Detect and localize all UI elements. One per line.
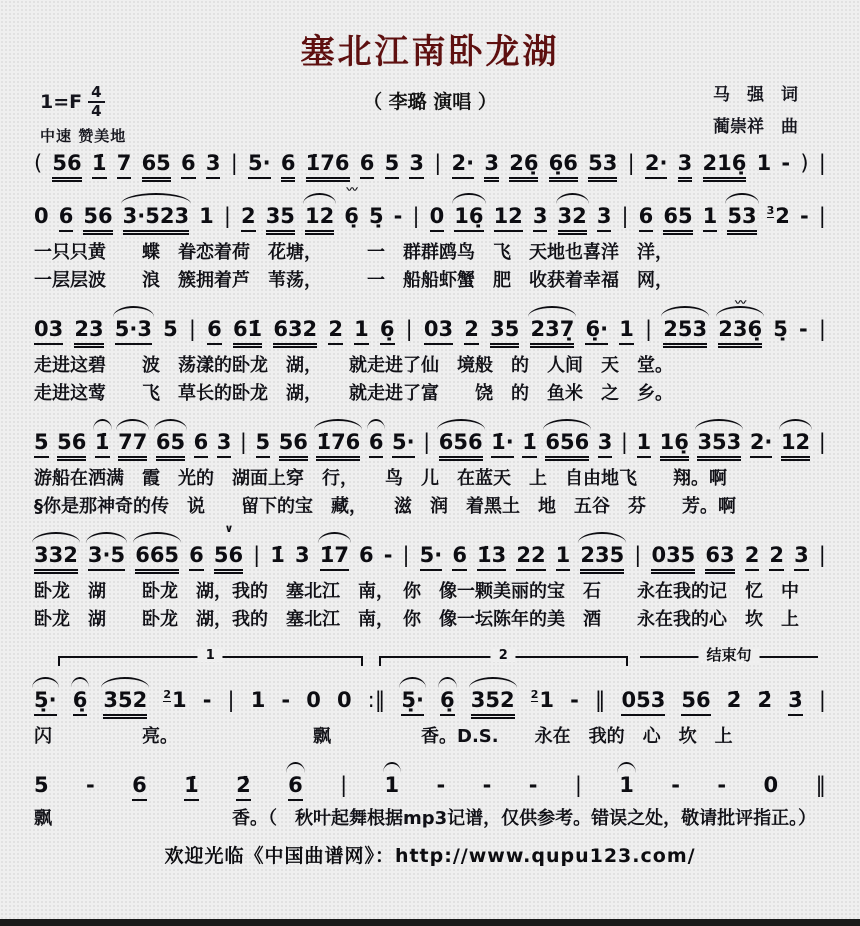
mordent-mark: 〰 [735, 296, 746, 310]
music-token: 1̇ [184, 773, 199, 801]
volta-bracket-1 [58, 647, 363, 666]
music-token: - [202, 687, 212, 712]
coda-bracket [640, 645, 818, 666]
music-token: - [482, 772, 492, 797]
music-token: 253 [663, 317, 707, 348]
lyrics-verse3-a: 游船在洒满 霞 光的 湖面上穿 行， 鸟 儿 在蓝天 上 自由地飞 翔。啊 [34, 468, 727, 490]
credits-block [713, 79, 798, 144]
music-token: 2· [750, 430, 773, 458]
music-token: 6̣ [380, 317, 395, 345]
barline: | [818, 204, 826, 229]
music-token: 5̣ [368, 204, 384, 229]
music-token: 1 [637, 430, 652, 458]
music-token: 3 [598, 430, 613, 458]
barline: | [627, 151, 635, 175]
music-line-verse2 [34, 295, 826, 348]
music-token: 1 [619, 773, 634, 799]
barline: | [818, 429, 826, 454]
singer-credit: （ 李璐 演唱 ） [363, 91, 497, 113]
lyrics-final-and-note: 飘 香。（ 秋叶起舞根据mp3记谱，仅供参考。错误之处，敬请批评指正。） [34, 808, 817, 829]
music-token: 1̇76 [316, 430, 360, 461]
music-token: 656 [439, 430, 483, 461]
music-token: 6 [181, 151, 196, 179]
barline: | [634, 542, 642, 567]
barline: | [412, 204, 420, 229]
music-token: 1 [385, 773, 400, 799]
music-token: 5̣· [34, 688, 57, 716]
music-token: 65 [663, 204, 692, 235]
barline: | [818, 317, 826, 342]
music-token: 3 [295, 542, 310, 567]
music-token: - [86, 772, 95, 797]
music-token: 237̣ [530, 317, 574, 348]
music-token: 56 ∨ [214, 543, 243, 574]
music-token: 1 [354, 317, 369, 345]
barline: | [434, 151, 442, 175]
music-line-intro [34, 137, 826, 182]
barline: | [402, 542, 410, 567]
music-token: 03 [424, 317, 453, 345]
site-footer: 欢迎光临《中国曲谱网》：http://www.qupu123.com/ [164, 844, 696, 867]
mordent-mark: 〰 [346, 183, 357, 197]
music-token: 1̇ [95, 430, 110, 458]
music-line-final [34, 751, 826, 801]
music-token: 2̇ [757, 687, 773, 712]
volta-bracket-2 [379, 647, 629, 666]
music-token: 6 [194, 430, 209, 458]
music-token: 353 [697, 430, 741, 461]
music-token: 053 [621, 688, 665, 716]
music-token: $^2$1 [163, 687, 187, 712]
music-token: 6 [207, 317, 222, 345]
music-token: 12 [494, 204, 523, 232]
music-token: 0 [430, 204, 445, 232]
music-token: 3 [484, 151, 499, 182]
music-token: 2 [769, 543, 784, 571]
music-token: 2̇ [726, 687, 742, 712]
music-token: 235 [580, 543, 624, 574]
music-token: 61̇ [233, 317, 262, 348]
music-token: 2 [745, 543, 760, 571]
grace-note: 3 [766, 204, 775, 218]
barline: | [405, 317, 413, 342]
grace-note: 2 [530, 687, 539, 701]
music-token: 1̇3 [477, 543, 506, 571]
music-token: 3 [794, 543, 809, 571]
lyrics-verse3-b: §你是那神奇的传 说 留下的宝 藏， 滋 润 着黑土 地 五谷 芬 芳。啊 [34, 496, 736, 518]
barline: ) [800, 151, 809, 175]
music-token: 6 [452, 543, 467, 571]
music-token: 5̣· [401, 688, 424, 716]
music-token: 3·523 [123, 204, 189, 235]
lyrics-verse1-a: 一只只黄 蝶 眷恋着荷 花塘， 一 群群鸥鸟 飞 天地也喜洋 洋， [34, 242, 673, 264]
breath-mark: ∨ [224, 521, 233, 535]
music-line-verse3 [34, 408, 826, 461]
music-token: 56 [279, 430, 308, 461]
music-token: 632 [273, 317, 317, 348]
music-token: 6 [132, 773, 147, 801]
music-token: 56 [52, 151, 81, 182]
music-token: 656 [545, 430, 589, 461]
music-token: 6̣· [585, 317, 608, 345]
music-token: 665 [135, 543, 179, 574]
barline: | [188, 317, 196, 342]
music-token: 1 [756, 151, 772, 175]
key-label: 1=F [40, 91, 83, 113]
music-token: 5 [34, 430, 49, 458]
music-token: - [436, 772, 446, 797]
barline: | [223, 204, 231, 229]
music-token: 352 [471, 688, 515, 719]
music-token: 2 [464, 317, 479, 345]
music-token: 5 [385, 151, 400, 179]
music-token: 3 [678, 151, 693, 182]
music-token: 6̣ 〰 [344, 183, 359, 229]
tempo-marking: 中速 赞美地 [40, 127, 127, 145]
music-token: 3 [597, 204, 612, 232]
music-token: 1 [703, 204, 718, 232]
lyrics-verse2-a: 走进这碧 波 荡漾的卧龙 湖， 就走进了仙 境般 的 人间 天 堂。 [34, 355, 673, 377]
music-token: 1̇7 [320, 543, 349, 571]
music-token: 5 [256, 430, 271, 458]
music-token: 6 [189, 543, 204, 571]
music-token: 35 [490, 317, 519, 348]
music-token: 03 [34, 317, 63, 345]
barline: ( [34, 151, 43, 175]
song-title: 塞北江南卧龙湖 [300, 32, 560, 72]
music-token: 53 [727, 204, 756, 235]
music-token: 3 [217, 430, 232, 458]
barline: | [239, 429, 247, 454]
lyrics-chorus-b: 卧龙 湖 卧龙 湖，我的 塞北江 南， 你 像一坛陈年的美 酒 永在我的心 坎 上 [34, 608, 799, 630]
music-token: 26̣ [509, 151, 538, 182]
music-token: 1 [250, 687, 266, 712]
music-token: 5· [392, 430, 415, 458]
music-token: 5· [420, 543, 443, 571]
music-token: 2 [241, 204, 256, 232]
barline: | [227, 687, 235, 712]
time-denominator: 4 [91, 102, 102, 120]
grace-note: 2 [163, 687, 171, 701]
music-line-endings [34, 668, 826, 719]
music-token: 16̣ [660, 430, 689, 461]
music-token: 1̇· [491, 430, 514, 458]
music-token: 0 [306, 687, 321, 712]
music-token: 3·5 [88, 543, 125, 571]
bottom-border-bar [0, 919, 860, 926]
music-token: 332 [34, 543, 78, 574]
barline: :‖ [367, 687, 386, 712]
music-token: - [383, 542, 393, 567]
music-token: 6 [288, 773, 303, 801]
music-token: 35 [266, 204, 295, 235]
music-token: 5̣ [773, 317, 788, 342]
music-token: 0 [34, 204, 49, 229]
music-token: 1̇ [92, 151, 107, 179]
music-line-chorus [34, 521, 826, 574]
barline: | [818, 687, 826, 712]
music-token: $^2$1 [530, 687, 554, 712]
music-token: 56 [681, 688, 710, 716]
lyrics-verse1-b: 一层层波 浪 簇拥着芦 苇荡， 一 船船虾蟹 肥 收获着幸福 网， [34, 270, 673, 292]
barline: | [620, 429, 628, 454]
time-numerator: 4 [88, 85, 104, 103]
music-token: 6̣ [73, 688, 88, 716]
music-token: 12 [305, 204, 334, 235]
music-token: 3 [409, 151, 424, 179]
music-token: 3 [206, 151, 221, 179]
music-token: 7 [117, 151, 132, 179]
music-token: 1 [199, 204, 214, 229]
music-token: 0 [336, 687, 352, 712]
volta-label-1: 1 [198, 649, 223, 662]
music-token: - [281, 687, 291, 712]
music-token: 1̇ [522, 430, 537, 458]
music-token: 5· [248, 151, 271, 179]
barline: | [423, 429, 431, 454]
lyrics-chorus-a: 卧龙 湖 卧龙 湖，我的 塞北江 南， 你 像一颗美丽的宝 石 永在我的记 忆 中 [34, 581, 799, 603]
music-token: - [393, 204, 403, 229]
music-token: 16̣ [454, 204, 483, 232]
music-token: 352 [103, 688, 147, 719]
barline: | [818, 542, 826, 567]
music-token: - [799, 204, 809, 229]
barline: | [340, 772, 348, 797]
music-token: 6̣ [440, 688, 455, 716]
music-token: 65 [156, 430, 185, 461]
music-token: 6 [369, 430, 384, 458]
music-token: 6 [59, 204, 74, 232]
music-token: 77 [118, 430, 147, 461]
music-token: - [799, 317, 808, 342]
music-line-verse1 [34, 182, 826, 235]
music-token: 23 [74, 317, 103, 348]
music-token: - [781, 151, 791, 175]
coda-label: 结束句 [698, 648, 759, 663]
music-token: 65 [142, 151, 171, 182]
music-token: 63 [705, 543, 734, 574]
music-token: 56 [83, 204, 112, 235]
music-token: 1̇76 [306, 151, 350, 182]
music-token: - [570, 687, 579, 712]
music-token: 2· [645, 151, 668, 179]
music-token: 6 [359, 542, 374, 567]
music-token: 3̇ [788, 688, 803, 716]
header-row [34, 79, 826, 145]
music-token: 6 [639, 204, 654, 232]
music-token: $^3$2 [766, 204, 790, 229]
music-token: - [717, 772, 727, 797]
music-token: 216̣ [703, 151, 747, 182]
music-token: 236̣ 〰 [718, 317, 762, 348]
music-token: 035 [651, 543, 695, 574]
lyricist-credit: 马 强 词 [713, 85, 798, 105]
music-token: - [671, 772, 680, 797]
music-token: 0 [763, 772, 779, 797]
barline: | [645, 317, 653, 342]
music-token: 12 [781, 430, 810, 461]
barline: | [818, 151, 826, 175]
music-token: 1̇ [270, 542, 285, 567]
volta-label-2: 2 [491, 649, 516, 662]
barline: | [253, 542, 261, 567]
barline: ‖ [594, 687, 606, 712]
music-token: 2 [328, 317, 343, 345]
music-token: 5 [34, 772, 49, 797]
lyrics-verse2-b: 走进这莺 飞 草长的卧龙 湖， 就走进了富 饶 的 鱼米 之 乡。 [34, 383, 673, 405]
music-token: 6 [281, 151, 296, 182]
music-token: - [528, 772, 538, 797]
barline: ‖ [815, 772, 826, 797]
volta-bracket-row [34, 645, 826, 668]
lyrics-endings: 闪 亮。 飘 香。D.S. 永在 我的 心 坎 上 [34, 725, 733, 747]
music-token: 53 [588, 151, 617, 182]
music-token: 2· [452, 151, 475, 179]
music-token: 1 [619, 317, 634, 345]
composer-credit: 蔺崇祥 曲 [713, 117, 798, 138]
music-token: 56 [57, 430, 86, 461]
music-token: 6 [360, 151, 375, 179]
music-token: 6̣6 [549, 151, 578, 182]
music-token: 5 [163, 317, 178, 342]
music-token: 1 [556, 543, 571, 571]
music-token: 5·3 [115, 317, 152, 345]
music-token: 2̇ [236, 773, 251, 801]
music-token: 3 [533, 204, 548, 232]
music-token: 22 [516, 543, 545, 571]
barline: | [230, 151, 238, 175]
music-token: 32 [558, 204, 587, 235]
barline: | [574, 772, 582, 797]
barline: | [621, 204, 629, 229]
